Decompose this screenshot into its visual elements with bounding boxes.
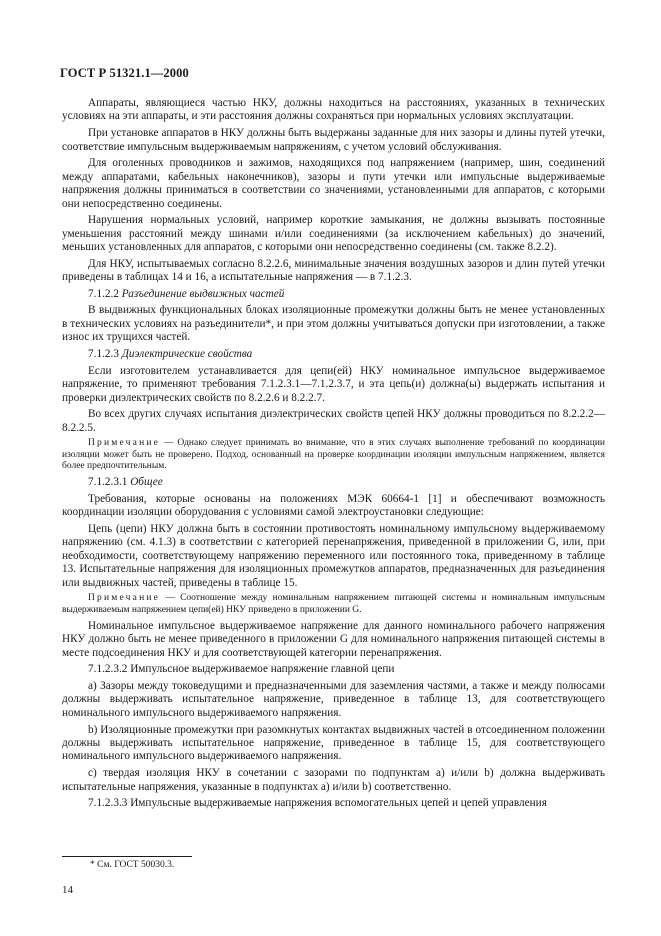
paragraph: Во всех других случаях испытания диэлектрических свойств цепей НКУ должны проводиться по 8.2.2.2—8.2.2.5. xyxy=(62,408,605,434)
footnote: * См. ГОСТ 50030.3. xyxy=(90,860,175,870)
section-heading-7123 xyxy=(62,348,605,361)
section-heading-7122 xyxy=(62,288,605,301)
note-label: Примечание xyxy=(88,438,161,449)
section-title: Разъединение выдвижных частей xyxy=(121,287,285,300)
section-number: 7.1.2.2 xyxy=(88,287,119,300)
footnote-divider xyxy=(62,856,192,857)
paragraph: Если изготовителем устанавливается для цепи(ей) НКУ номинальное импульсное выдерживаемое напряжение, то применяют требования 7.1.2.3.1—7.1.2.3.7, и эта цепь(и) должна(ы) выдержать испытания и проверки диэлектрических свойств по 8.2.2.6 и 8.2.2.7. xyxy=(62,364,605,404)
section-title: Диэлектрические свойства xyxy=(121,348,253,361)
document-body xyxy=(62,97,605,814)
paragraph: Нарушения нормальных условий, например короткие замыкания, не должны вызывать постоянные уменьшения расстояний между шинами и/или соединениями (за исключением кабельных) до значений, меньших установленных для аппаратов, с которыми они непосредственно соединены (см. также 8.2.2). xyxy=(62,214,605,254)
section-heading-71233: 7.1.2.3.3 Импульсные выдерживаемые напряжения вспомогательных цепей и цепей управления xyxy=(88,797,547,810)
paragraph: Требования, которые основаны на положениях МЭК 60664-1 [1] и обеспечивают возможность координации изоляции оборудования с условиями самой электроустановки следующие: xyxy=(62,492,605,519)
section-heading-71231 xyxy=(62,476,605,489)
list-item-c: c) твердая изоляция НКУ в сочетании с зазорами по подпунктам a) и/или b) должна выдерживать испытательные напряжения, указанные в подпунктах a) и/или b) соответственно. xyxy=(62,767,605,793)
section-number: 7.1.2.3.1 xyxy=(88,476,128,489)
section-title: Общее xyxy=(130,476,163,489)
paragraph: Цепь (цепи) НКУ должна быть в состоянии противостоять номинальному импульсному выдерживаемому напряжению (см. 4.1.3) в соответствии с категорией перенапряжения, приведенной в приложении G, или, при необходимости, соответствующему напряжению переменного или постоянного тока, приведенному в таблице 13. Испытательные напряжения для изоляционных промежутков аппаратов, предназначенных для разъединения или выдвижных частей, приведены в таблице 15. xyxy=(62,523,605,589)
document-header: ГОСТ Р 51321.1—2000 xyxy=(60,66,189,80)
page-number: 14 xyxy=(62,884,73,896)
paragraph: Для НКУ, испытываемых согласно 8.2.2.6, минимальные значения воздушных зазоров и длин путей утечки приведены в таблицах 14 и 16, а испытательные напряжения — в 7.1.2.3. xyxy=(62,257,605,284)
note-text: — Однако следует принимать во внимание, что в этих случаях выполнение требований по координации изоляции может быть не проверено. Подход, основанный на проверке координации изоляции импульсным напряжением, является более предпочтительным. xyxy=(62,438,605,472)
paragraph: При установке аппаратов в НКУ должны быть выдержаны заданные для них зазоры и длины путей утечки, соответствие импульсным выдерживаемым напряжениям, с учетом условий обслуживания. xyxy=(62,127,605,153)
list-item-b: b) Изоляционные промежутки при разомкнутых контактах выдвижных частей в отсоединенном положении должны выдерживать испытательное напряжение, приведенное в таблице 15, для соответствующего номинального импульсного выдерживаемого напряжения. xyxy=(62,723,605,763)
paragraph: Номинальное импульсное выдерживаемое напряжение для данного номинального рабочего напряжения НКУ должно быть не менее приведенного в приложении G для номинального напряжения питающей системы в месте подсоединения НКУ и для соответствующей категории перенапряжения. xyxy=(62,619,605,659)
paragraph: Для оголенных проводников и зажимов, находящихся под напряжением (например, шин, соединений между аппаратами, кабельных наконечников), зазоры и пути утечки или импульсные выдерживаемые напряжения должны приниматься в соответствии со значениями, установленными для аппаратов, с которыми они непосредственно соединены. xyxy=(62,157,605,210)
paragraph: В выдвижных функциональных блоках изоляционные промежутки должны быть не менее установленных в технических условиях на разъединители*, и при этом должны учитываться допуски при изготовлении, а также износ их трущихся частей. xyxy=(62,304,605,344)
section-number: 7.1.2.3 xyxy=(88,348,119,361)
note-label: Примечание xyxy=(88,593,161,604)
note xyxy=(62,593,605,616)
section-heading-71232: 7.1.2.3.2 Импульсное выдерживаемое напряжение главной цепи xyxy=(88,663,395,676)
note-text: — Соотношение между номинальным напряжением питающей системы и номинальным импульсным выдерживаемым напряжением цепи(ей) НКУ приведено в приложении G. xyxy=(62,593,605,616)
note xyxy=(62,438,605,473)
paragraph: Аппараты, являющиеся частью НКУ, должны находиться на расстояниях, указанных в технических условиях на эти аппараты, и эти расстояния должны сохраняться при нормальных условиях эксплуатации. xyxy=(62,97,605,123)
list-item-a: a) Зазоры между токоведущими и предназначенными для заземления частями, а также и между полюсами должны выдерживать испытательное напряжение, приведенное в таблице 13, для соответствующего номинального импульсного выдерживаемого напряжения. xyxy=(62,680,605,719)
